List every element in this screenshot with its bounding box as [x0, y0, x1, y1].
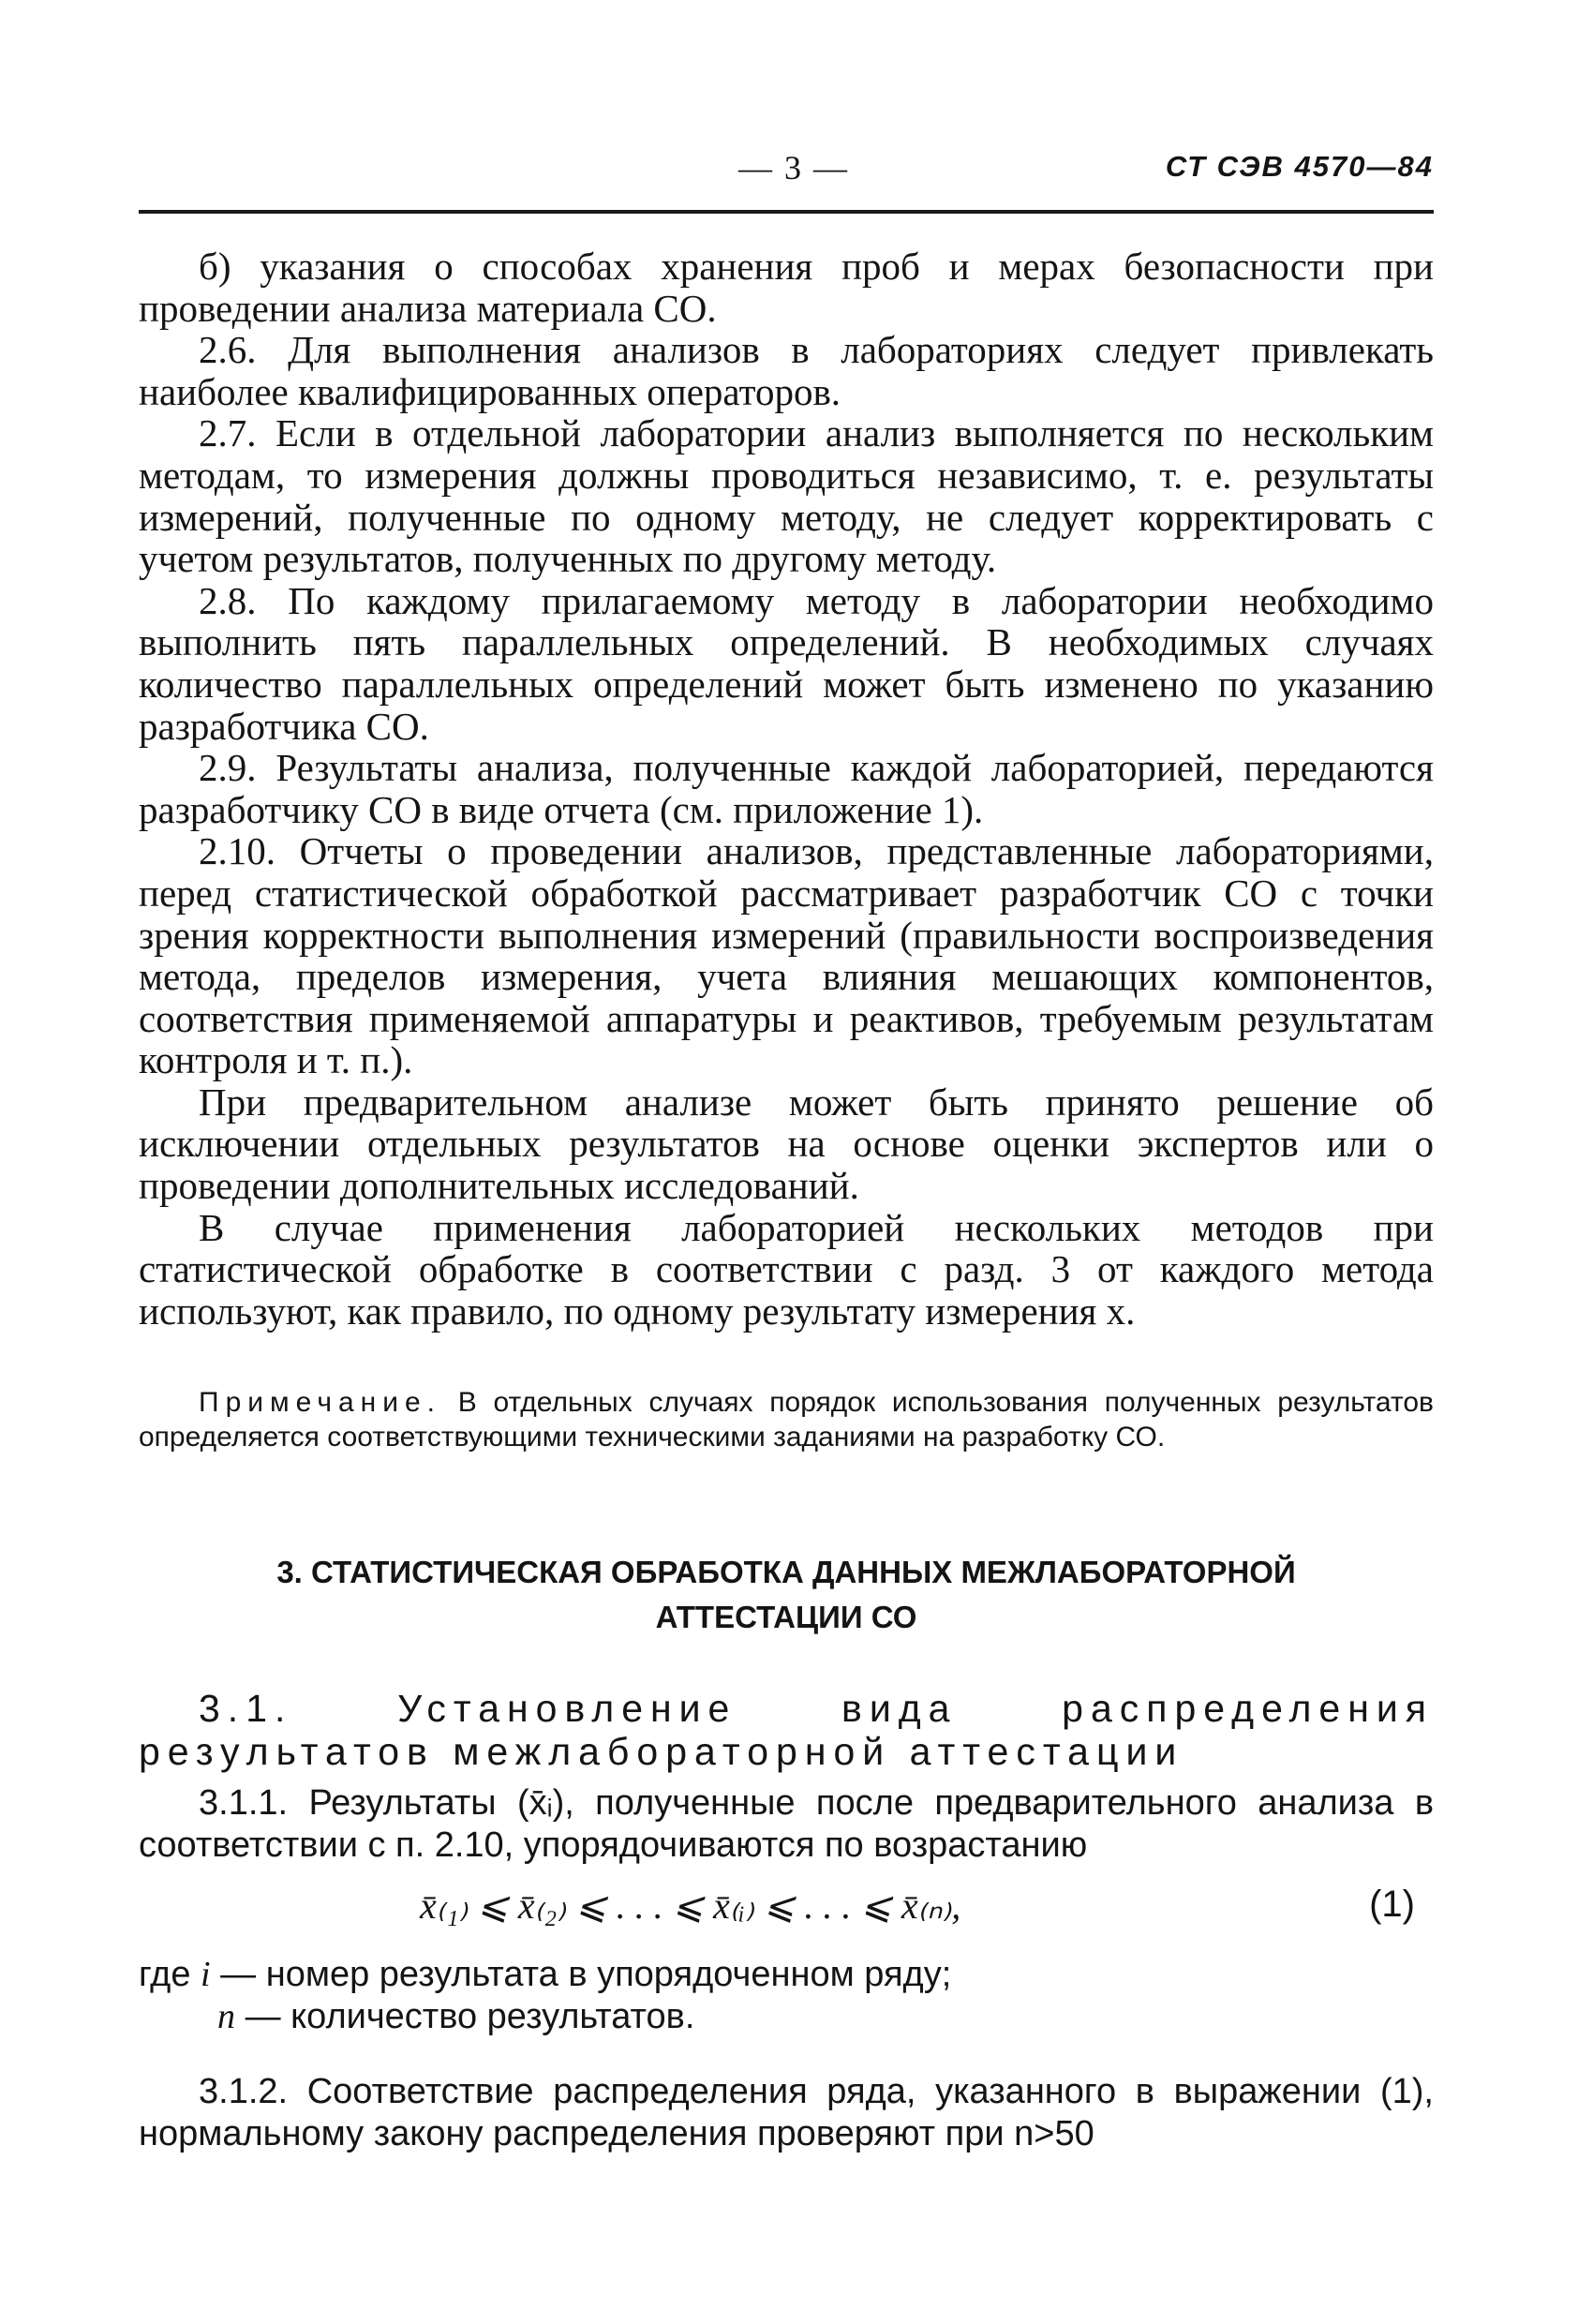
- formula-expression: x̄₍₁₎ ⩽ x̄₍₂₎ ⩽ . . . ⩽ x̄₍ᵢ₎ ⩽ . . . ⩽ x̄₍ₙ₎,: [420, 1885, 961, 1927]
- where-word: где: [139, 1955, 191, 1994]
- section-title-line-1: 3. СТАТИСТИЧЕСКАЯ ОБРАБОТКА ДАННЫХ МЕЖЛАБОРАТОРНОЙ: [276, 1555, 1296, 1589]
- note-label: Примечание.: [199, 1387, 441, 1418]
- paragraph-2-7: 2.7. Если в отдельной лаборатории анализ выполняется по нескольким методам, то измерения должны проводиться независимо, т. е. результаты измерений, полученные по одному методу, не следует корректировать с учетом результатов, полученных по другому методу.: [139, 411, 1434, 581]
- section-title-line-2: АТТЕСТАЦИИ СО: [655, 1600, 917, 1634]
- paragraph-case: В случае применения лабораторией нескольких методов при статистической обработке в соответствии с разд. 3 от каждого метода используют, как правило, по одному результату измерения x.: [139, 1205, 1434, 1333]
- formula-number: (1): [1369, 1884, 1415, 1925]
- note-text: В отдельных случаях порядок использования полученных результатов определяется соответствующими техническими заданиями на разработку СО.: [139, 1387, 1434, 1452]
- section-title: [139, 1550, 1434, 1640]
- formula-1: [139, 1884, 1434, 1940]
- definition-i-text: — номер результата в упорядоченном ряду;: [220, 1955, 952, 1994]
- variable-n: n: [217, 1997, 235, 2036]
- subsection-3-1: 3.1. Установление вида распределения результатов межлабораторной аттестации: [139, 1687, 1434, 1773]
- definition-n: [217, 1996, 694, 2038]
- page-header: [139, 148, 1434, 195]
- paragraph-2-6: 2.6. Для выполнения анализов в лабораториях следует привлекать наиболее квалифицированных операторов.: [139, 328, 1434, 413]
- paragraph-3-1-1: 3.1.1. Результаты (x̄ᵢ), полученные после предварительного анализа в соответствии с п. 2.10, упорядочиваются по возрастанию: [139, 1783, 1434, 1865]
- paragraph-2-9: 2.9. Результаты анализа, полученные каждой лабораторией, передаются разработчику СО в виде отчета (см. приложение 1).: [139, 746, 1434, 831]
- paragraph-b: б) указания о способах хранения проб и мерах безопасности при проведении анализа материала СО.: [139, 245, 1434, 330]
- definition-n-text: — количество результатов.: [245, 1997, 695, 2036]
- paragraph-preliminary: При предварительном анализе может быть принято решение об исключении отдельных результатов на основе оценки экспертов или о проведении дополнительных исследований.: [139, 1080, 1434, 1208]
- variable-i: i: [201, 1955, 211, 1994]
- paragraph-2-8: 2.8. По каждому прилагаемому методу в лаборатории необходимо выполнить пять параллельных определений. В необходимых случаях количество параллельных определений может быть изменено по указанию разработчика СО.: [139, 578, 1434, 748]
- paragraph-2-10: 2.10. Отчеты о проведении анализов, представленные лабораториями, перед статистической обработкой рассматривает разработчик СО с точки зрения корректности выполнения измерений (правильности воспроизведения метода, пределов измерения, учета влияния мешающих компонентов, соответствия применяемой аппаратуры и реактивов, требуемым результатам контроля и т. п.).: [139, 829, 1434, 1082]
- standard-code: СТ СЭВ 4570—84: [1165, 150, 1434, 183]
- header-rule: [139, 210, 1434, 214]
- body-block-1: [139, 246, 1434, 1332]
- page-number: — 3 —: [738, 149, 849, 186]
- definition-i: [139, 1954, 951, 1996]
- paragraph-3-1-2: 3.1.2. Соответствие распределения ряда, указанного в выражении (1), нормальному закону распределения проверяют при n>50: [139, 2072, 1434, 2153]
- note: [139, 1385, 1434, 1454]
